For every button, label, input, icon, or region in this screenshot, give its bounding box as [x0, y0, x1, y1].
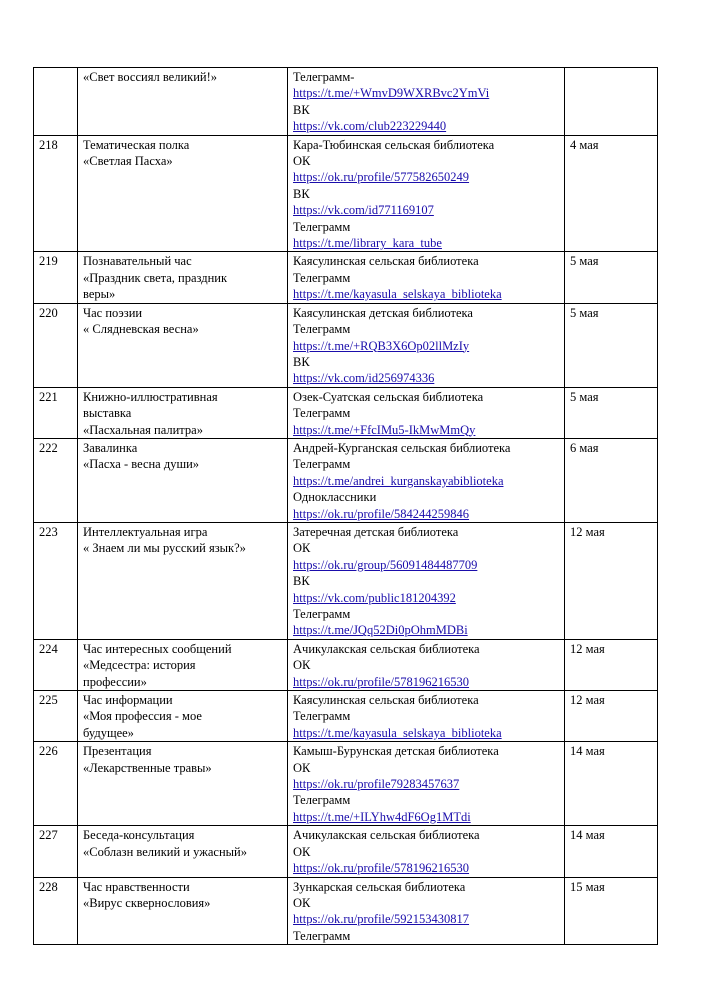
venue-cell	[288, 438, 565, 522]
venue-link[interactable]: https://vk.com/club223229440	[293, 119, 447, 134]
venue-link[interactable]: https://ok.ru/profile/577582650249	[293, 170, 470, 185]
table-row	[34, 68, 658, 136]
event-date: 5 мая	[565, 303, 658, 387]
event-title-line: Завалинка	[83, 440, 138, 455]
venue-link[interactable]: https://ok.ru/profile/578196216530	[293, 674, 470, 689]
event-title-line: «Пасхальная палитра»	[83, 422, 203, 437]
venue-text: ВК	[293, 102, 310, 117]
event-title-line: « Знаем ли мы русский язык?»	[83, 541, 246, 556]
row-number: 223	[34, 522, 78, 639]
venue-link[interactable]: https://vk.com/public181204392	[293, 590, 456, 605]
event-title-line: Час нравственности	[83, 879, 190, 894]
event-title-cell	[78, 387, 288, 438]
venue-text: ОК	[293, 844, 311, 859]
venue-text: Одноклассники	[293, 490, 377, 505]
event-title-line: «Соблазн великий и ужасный»	[83, 844, 247, 859]
event-title-line: Тематическая полка	[83, 137, 190, 152]
event-date: 14 мая	[565, 742, 658, 826]
venue-link[interactable]: https://ok.ru/profile/584244259846	[293, 506, 470, 521]
venue-text: Телеграмм	[293, 607, 351, 621]
venue-cell	[288, 68, 565, 136]
event-title-cell	[78, 438, 288, 522]
event-title-line: Час поэзии	[83, 305, 143, 320]
row-number: 218	[34, 135, 78, 252]
table-row	[34, 639, 658, 690]
venue-text: Каясулинская детская библиотека	[293, 305, 473, 320]
venue-cell	[288, 742, 565, 826]
venue-link[interactable]: https://vk.com/id771169107	[293, 203, 434, 218]
venue-link[interactable]: https://t.me/+RQB3X6Op02llMzIy	[293, 338, 470, 353]
event-title-cell	[78, 303, 288, 387]
venue-text: Телеграмм-	[293, 70, 355, 84]
event-date: 14 мая	[565, 826, 658, 877]
row-number: 228	[34, 877, 78, 945]
venue-cell	[288, 387, 565, 438]
venue-cell	[288, 303, 565, 387]
table-row	[34, 742, 658, 826]
venue-cell	[288, 252, 565, 303]
event-title-line: «Моя профессия - мое	[83, 709, 202, 724]
event-title-line: «Вирус сквернословия»	[83, 895, 211, 910]
venue-link[interactable]: https://t.me/+WmvD9WXRBvc2YmVi	[293, 86, 490, 101]
venue-text: Каясулинская сельская библиотека	[293, 254, 479, 269]
events-table	[33, 67, 658, 945]
event-date: 4 мая	[565, 135, 658, 252]
venue-cell	[288, 691, 565, 742]
venue-cell	[288, 826, 565, 877]
event-title-line: Книжно-иллюстративная	[83, 389, 218, 404]
event-title-line: « Слядневская весна»	[83, 322, 199, 337]
venue-cell	[288, 639, 565, 690]
venue-text: Кара-Тюбинская сельская библиотека	[293, 137, 495, 152]
event-date: 5 мая	[565, 387, 658, 438]
venue-link[interactable]: https://ok.ru/group/56091484487709	[293, 557, 478, 572]
table-row	[34, 135, 658, 252]
venue-text: ОК	[293, 541, 311, 556]
venue-text: ВК	[293, 354, 310, 369]
event-title-line: Интеллектуальная игра	[83, 524, 208, 539]
row-number: 226	[34, 742, 78, 826]
row-number: 219	[34, 252, 78, 303]
event-title-cell	[78, 691, 288, 742]
event-date: 12 мая	[565, 639, 658, 690]
row-number: 220	[34, 303, 78, 387]
row-number: 227	[34, 826, 78, 877]
venue-link[interactable]: https://vk.com/id256974336	[293, 371, 435, 386]
event-title-line: «Свет воссиял великий!»	[83, 70, 217, 84]
venue-text: Зункарская сельская библиотека	[293, 879, 466, 894]
row-number: 225	[34, 691, 78, 742]
venue-link[interactable]: https://t.me/kayasula_selskaya_biblioteka	[293, 287, 502, 302]
venue-cell	[288, 522, 565, 639]
event-date: 6 мая	[565, 438, 658, 522]
table-row	[34, 877, 658, 945]
table-row	[34, 826, 658, 877]
venue-link[interactable]: https://t.me/+ILYhw4dF6Og1MTdi	[293, 809, 471, 824]
event-date: 12 мая	[565, 522, 658, 639]
event-title-line: Час информации	[83, 693, 173, 708]
venue-text: Телеграмм	[293, 322, 351, 337]
event-title-cell	[78, 639, 288, 690]
event-title-cell	[78, 68, 288, 136]
table-row	[34, 252, 658, 303]
venue-link[interactable]: https://t.me/kayasula_selskaya_biblioteka	[293, 725, 502, 740]
venue-text: Ачикулакская сельская библиотека	[293, 641, 480, 656]
venue-cell	[288, 135, 565, 252]
table-row	[34, 303, 658, 387]
event-title-line: веры»	[83, 287, 116, 302]
event-date: 15 мая	[565, 877, 658, 945]
venue-link[interactable]: https://t.me/library_kara_tube	[293, 236, 442, 251]
venue-cell	[288, 877, 565, 945]
venue-text: Телеграмм	[293, 793, 351, 808]
venue-text: Телеграмм	[293, 270, 351, 285]
venue-link[interactable]: https://t.me/JQq52Di0pOhmMDBi	[293, 623, 468, 638]
venue-text: ОК	[293, 895, 311, 910]
table-row	[34, 691, 658, 742]
event-title-line: Познавательный час	[83, 254, 192, 269]
event-title-line: Презентация	[83, 744, 152, 759]
event-date: 5 мая	[565, 252, 658, 303]
event-title-line: Час интересных сообщений	[83, 641, 232, 656]
table-row	[34, 438, 658, 522]
venue-text: Телеграмм	[293, 709, 351, 724]
event-title-line: будущее»	[83, 725, 134, 740]
venue-text: ОК	[293, 154, 311, 169]
venue-text: ВК	[293, 186, 310, 201]
venue-text: Телеграмм	[293, 406, 351, 421]
row-number: 221	[34, 387, 78, 438]
venue-link[interactable]: https://t.me/+FfcIMu5-IkMwMmQy	[293, 422, 476, 437]
venue-text: Телеграмм	[293, 928, 351, 943]
event-date	[565, 68, 658, 136]
event-title-cell	[78, 522, 288, 639]
event-title-cell	[78, 877, 288, 945]
table-row	[34, 522, 658, 639]
venue-text: ВК	[293, 574, 310, 589]
venue-link[interactable]: https://ok.ru/profile79283457637	[293, 777, 460, 792]
event-title-cell	[78, 826, 288, 877]
venue-text: Андрей-Курганская сельская библиотека	[293, 440, 511, 455]
venue-text: Затеречная детская библиотека	[293, 524, 459, 539]
event-title-line: «Лекарственные травы»	[83, 760, 212, 775]
event-title-line: «Светлая Пасха»	[83, 154, 173, 169]
venue-text: Озек-Суатская сельская библиотека	[293, 389, 484, 404]
venue-text: Камыш-Бурунская детская библиотека	[293, 744, 499, 759]
event-title-cell	[78, 135, 288, 252]
event-title-cell	[78, 252, 288, 303]
row-number: 222	[34, 438, 78, 522]
event-title-line: «Медсестра: история	[83, 658, 196, 673]
event-title-line: Беседа-консультация	[83, 828, 195, 843]
event-title-cell	[78, 742, 288, 826]
venue-text: Телеграмм	[293, 457, 351, 472]
event-title-line: выставка	[83, 406, 132, 421]
event-title-line: «Пасха - весна души»	[83, 457, 200, 472]
event-title-line: профессии»	[83, 674, 147, 689]
venue-text: Телеграмм	[293, 219, 351, 234]
venue-text: Каясулинская сельская библиотека	[293, 693, 479, 708]
event-date: 12 мая	[565, 691, 658, 742]
events-table-body	[34, 68, 658, 945]
row-number	[34, 68, 78, 136]
venue-link[interactable]: https://ok.ru/profile/592153430817	[293, 912, 470, 927]
venue-text: Ачикулакская сельская библиотека	[293, 828, 480, 843]
table-row	[34, 387, 658, 438]
event-title-line: «Праздник света, праздник	[83, 270, 228, 285]
row-number: 224	[34, 639, 78, 690]
venue-link[interactable]: https://ok.ru/profile/578196216530	[293, 861, 470, 876]
venue-text: ОК	[293, 760, 311, 775]
venue-text: ОК	[293, 658, 311, 673]
venue-link[interactable]: https://t.me/andrei_kurganskayabiblioteka	[293, 473, 504, 488]
